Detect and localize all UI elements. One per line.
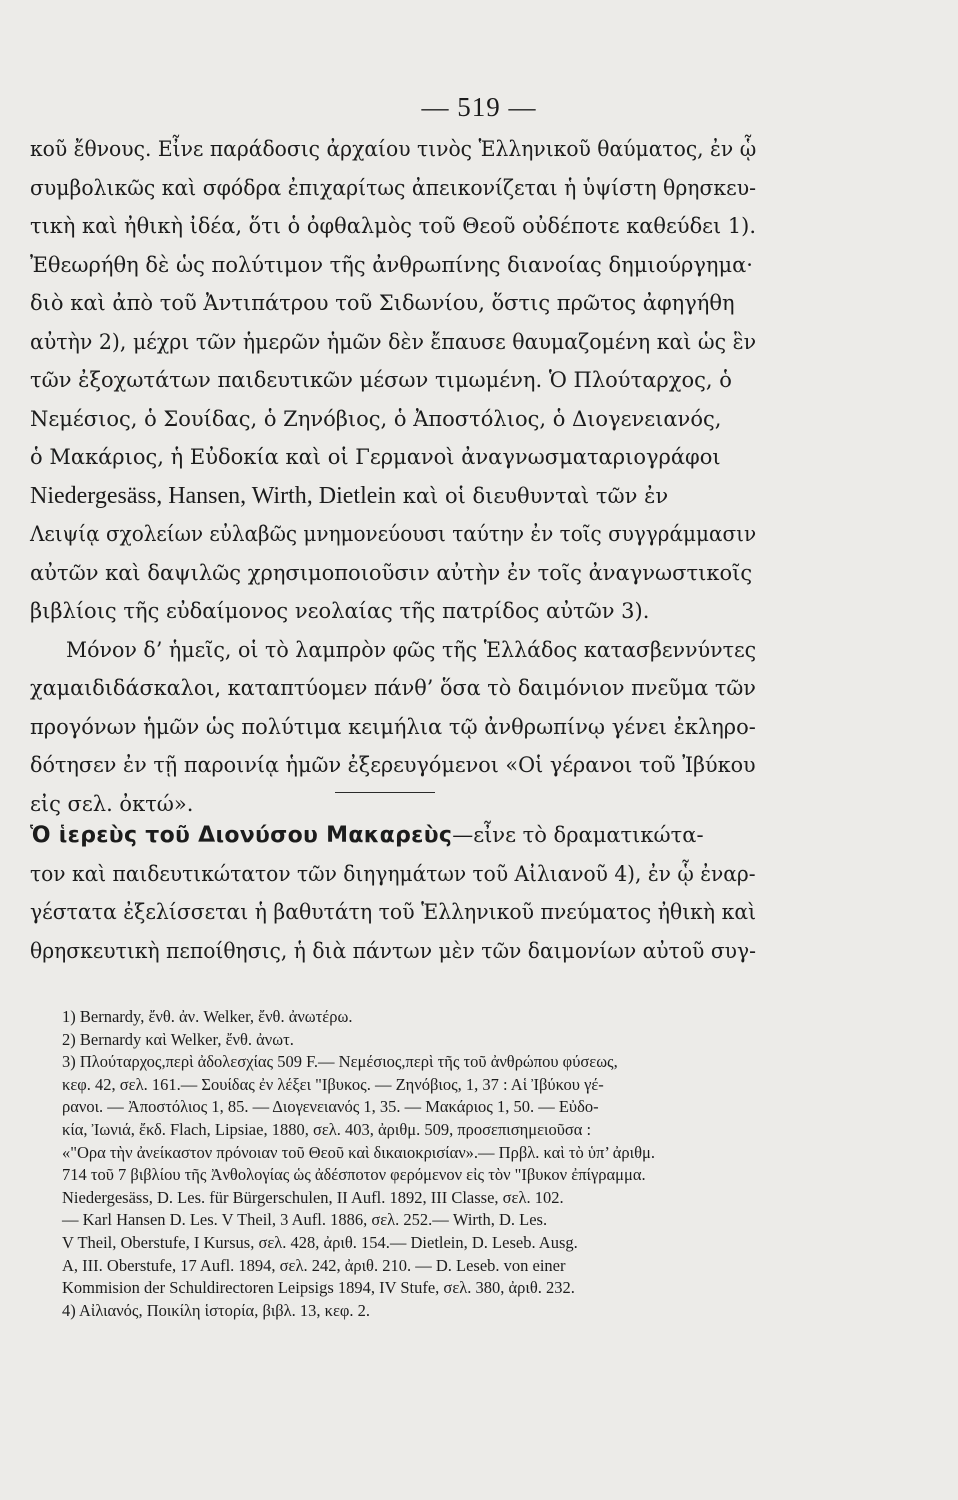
footnote-line: V Theil, Oberstufe, I Kursus, σελ. 428, ἀριθ. 154.— Dietlein, D. Leseb. Ausg. [62,1232,578,1252]
footnote-line: A, III. Oberstufe, 17 Aufl. 1894, σελ. 242, ἀριθ. 210. — D. Leseb. von einer [62,1255,566,1275]
text-line: διὸ καὶ ἀπὸ τοῦ Ἀντιπάτρου τοῦ Σιδωνίου, ὅστις πρῶτος ἀφηγήθη [30,291,735,315]
footnote-line: — Karl Hansen D. Les. V Theil, 3 Aufl. 1886, σελ. 252.— Wirth, D. Les. [62,1210,548,1230]
text-line: βιβλίοις τῆς εὐδαίμονος νεολαίας τῆς πατρίδος αὐτῶν 3). [30,599,650,623]
text-line: χαμαιδιδάσκαλοι, καταπτύομεν πάνθ’ ὅσα τὸ δαιμόνιον πνεῦμα τῶν [30,676,756,700]
footnote-line: 1) Bernardy, ἔνθ. ἀν. Welker, ἔνθ. ἀνωτέρω. [62,1007,353,1026]
text-line: προγόνων ἡμῶν ὡς πολύτιμα κειμήλια τῷ ἀνθρωπίνῳ γένει ἐκληρο- [30,714,756,739]
text-line: τῶν ἐξοχωτάτων παιδευτικῶν μέσων τιμωμένη. Ὁ Πλούταρχος, ὁ [30,368,732,392]
footnote-line: Kommision der Schuldirectoren Leipsigs 1894, IV Stufe, σελ. 380, ἀριθ. 232. [62,1278,575,1298]
text-line: αὐτὴν 2), μέχρι τῶν ἡμερῶν ἡμῶν δὲν ἔπαυσε θαυμαζομένη καὶ ὡς ἓν [30,329,757,354]
section-first-line [30,816,756,855]
footnote-line: 714 τοῦ 7 βιβλίου τῆς Ἀνθολογίας ὡς ἀδέσποτον φερόμενον εἰς τὸν "Ιβυκον ἐπίγραμμα. [62,1165,646,1185]
text-line: τικὴ καὶ ἠθικὴ ἰδέα, ὅτι ὁ ὀφθαλμὸς τοῦ Θεοῦ οὐδέποτε καθεύδει 1). [30,214,756,238]
text-line: Λειψίᾳ σχολείων εὐλαβῶς μνημονεύουσι ταύτην ἐν τοῖς συγγράμμασιν [30,522,757,546]
footnotes [62,1006,756,1322]
text-line: Ἐθεωρήθη δὲ ὡς πολύτιμον τῆς ἀνθρωπίνης διανοίας δημιούργημα· [30,252,753,277]
text-line: γέστατα ἐξελίσσεται ἡ βαθυτάτη τοῦ Ἑλληνικοῦ πνεύματος ἠθικὴ καὶ [30,900,757,924]
text-line: ὁ Μακάριος, ἡ Εὐδοκία καὶ οἱ Γερμανοὶ ἀναγνωσματαριογράφοι [30,445,721,469]
footnote-line: Niedergesäss, D. Les. für Bürgerschulen, II Aufl. 1892, III Classe, σελ. 102. [62,1187,564,1207]
footnote-line: 4) Αἰλιανός, Ποικίλη ἱστορία, βιβλ. 13, κεφ. 2. [62,1300,371,1320]
footnote-line: κία, Ἰωνιά, ἔκδ. Flach, Lipsiae, 1880, σελ. 403, ἀριθμ. 509, προσεπισημειοῦσα : [62,1119,592,1139]
footnote-line: 3) Πλούταρχος,περὶ ἀδολεσχίας 509 F.— Νεμέσιος,περὶ τῆς τοῦ ἀνθρώπου φύσεως, [62,1052,618,1072]
footnote-line: «"Ορα τὴν ἀνείκαστον πρόνοιαν τοῦ Θεοῦ καὶ δικαιοκρισίαν».— Πρβλ. καὶ τὸ ὑπ’ ἀριθμ. [62,1142,655,1162]
text-line: τον καὶ παιδευτικώτατον τῶν διηγημάτων τοῦ Αἰλιανοῦ 4), ἐν ᾧ ἐναρ- [30,861,756,886]
text-line: Μόνον δ’ ἡμεῖς, οἱ τὸ λαμπρὸν φῶς τῆς Ἑλλάδος κατασβεννύντες [66,637,757,662]
text-line: εἰς σελ. ὀκτώ». [30,791,194,816]
section-heading-rest: —εἶνε τὸ δραματικώτα- [452,823,704,847]
text-line [30,477,756,516]
text-line-rest: καὶ οἱ διευθυνταὶ τῶν ἐν [396,483,669,508]
section-makareus [30,816,756,970]
author-names: Niedergesäss, Hansen, Wirth, Dietlein [30,482,397,509]
text-line: αὐτῶν καὶ δαψιλῶς χρησιμοποιοῦσιν αὐτὴν ἐν τοῖς ἀναγνωστικοῖς [30,560,753,585]
text-line: συμβολικῶς καὶ σφόδρα ἐπιχαρίτως ἀπεικονίζεται ἡ ὑψίστη θρησκευ- [30,175,757,200]
main-text [30,130,756,823]
section-divider [335,792,435,793]
footnote-line: ρανοι. — Ἀποστόλιος 1, 85. — Διογενειανός 1, 35. — Μακάριος 1, 50. — Εὐδο- [62,1097,599,1117]
section-heading: Ὁ ἱερεὺς τοῦ Διονύσου Μακαρεὺς [30,823,453,848]
footnote-line: 2) Bernardy καὶ Welker, ἔνθ. ἀνωτ. [62,1029,294,1049]
text-line: κοῦ ἔθνους. Εἶνε παράδοσις ἀρχαίου τινὸς Ἑλληνικοῦ θαύματος, ἐν ᾧ [30,137,757,161]
footnote-line: κεφ. 42, σελ. 161.— Σουίδας ἐν λέξει "Ιβυκος. — Ζηνόβιος, 1, 37 : Αἱ Ἰβύκου γέ- [62,1074,604,1094]
text-line: Νεμέσιος, ὁ Σουίδας, ὁ Ζηνόβιος, ὁ Ἀποστόλιος, ὁ Διογενειανός, [30,406,722,431]
text-line: θρησκευτικὴ πεποίθησις, ἡ διὰ πάντων μὲν τῶν δαιμονίων αὐτοῦ συγ- [30,938,756,963]
text-line: δότησεν ἐν τῇ παροινίᾳ ἡμῶν ἐξερευγόμενοι «Οἱ γέρανοι τοῦ Ἰβύκου [30,753,756,777]
page-number: — 519 — [421,92,537,122]
